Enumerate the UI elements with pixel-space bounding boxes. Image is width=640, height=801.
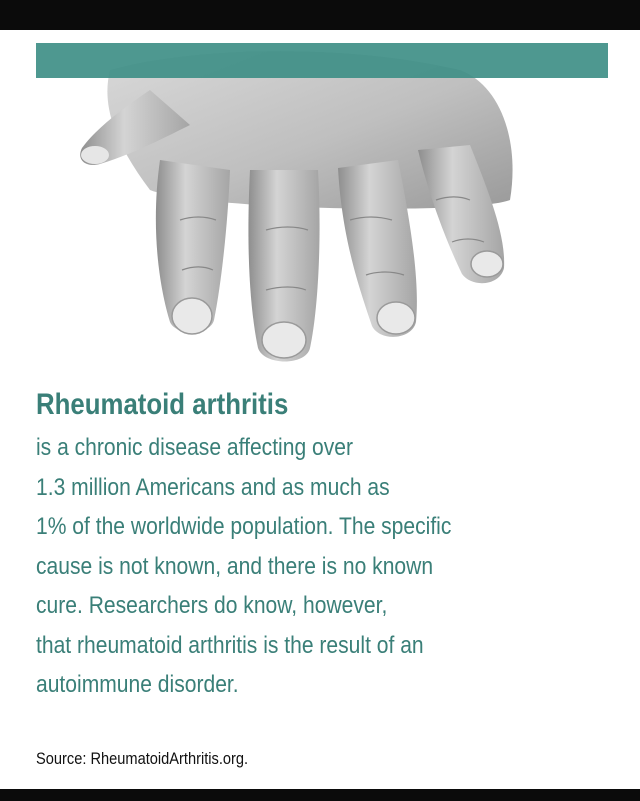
info-panel <box>36 386 616 705</box>
description-line: cause is not known, and there is no known <box>36 552 434 580</box>
description-line: is a chronic disease affecting over <box>36 434 354 461</box>
description-line: 1% of the worldwide population. The specific <box>36 513 452 540</box>
description-line: that rheumatoid arthritis is the result of an <box>36 631 424 659</box>
hand-photo <box>0 30 640 380</box>
description-line: autoimmune disorder. <box>36 671 239 698</box>
bottom-frame-border <box>0 789 640 801</box>
description-line: cure. Researchers do know, however, <box>36 592 388 619</box>
description-text <box>36 428 535 705</box>
description-line: 1.3 million Americans and as much as <box>36 473 390 501</box>
top-frame-border <box>0 0 640 30</box>
source-citation: Source: RheumatoidArthritis.org. <box>36 749 249 768</box>
headline: Rheumatoid arthritis <box>36 388 289 421</box>
title-banner <box>36 43 608 78</box>
